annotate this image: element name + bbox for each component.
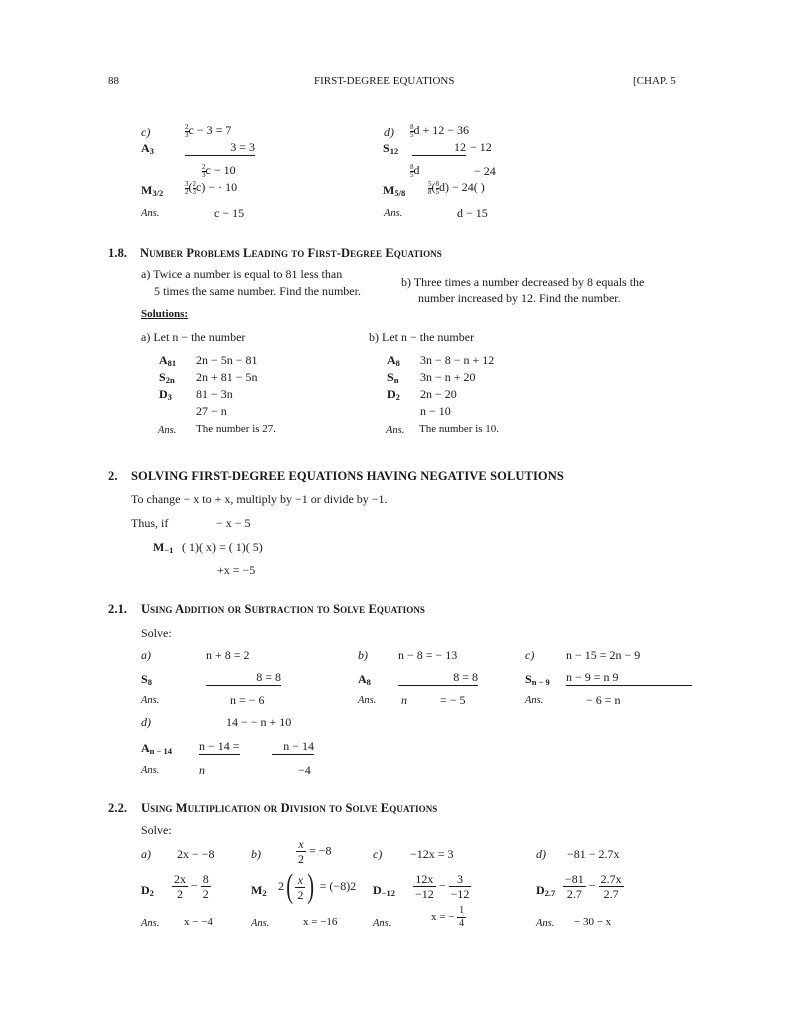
part-label: a) [141,847,151,861]
operation-label: $A_{n - 14}$ [141,741,172,756]
step-equation: 27 − n [196,404,227,418]
equation: 2x − −8 [177,847,215,861]
operation-label: $S_{2n}$ [159,370,175,385]
answer: x − −4 [184,916,213,928]
operation-label: $A_{81}$ [159,353,177,368]
section-number: 2.1. [108,602,128,616]
intro-line: To change − x to + x, multiply by −1 or divide by −1. [131,492,388,506]
answer-label: Ans. [536,918,555,929]
answer: n = − 6 [230,693,265,707]
section-title: SOLVING FIRST-DEGREE EQUATIONS HAVING NEGATIVE SOLUTIONS [131,469,564,483]
section-title: Number Problems Leading to First-Degree Equations [140,246,442,260]
subtract-line: 8 = 8 [206,670,281,686]
part-label: b) [358,648,368,662]
operation-label: $M_{-1}$ [153,540,174,555]
add-line: 8 = 8 [398,670,478,686]
answer: − 30 − x [574,916,612,928]
part-label: a) [141,648,151,662]
answer-label: Ans. [384,208,403,219]
operation-label: $A_8$ [358,672,371,687]
chapter-label: [CHAP. 5 [633,75,676,87]
part-label: d) [141,715,151,729]
page-number: 88 [108,75,119,87]
a-answer: The number is 27. [196,423,277,435]
problem-a-text2: 5 times the same number. Find the number. [154,284,361,298]
answer: − 6 = n [586,693,621,707]
operation-label: $S_n$ [387,370,399,385]
multiply-equation: ( 1)( x) = ( 1)( 5) [182,540,263,554]
equation: −81 − 2.7x [567,847,620,861]
b-let: b) Let n − the number [369,330,475,344]
equation: 14 − − n + 10 [226,715,292,729]
solutions-heading: Solutions: [141,308,189,320]
answer: x = − $\frac{1}{4}$ [431,905,465,929]
part-label: b) [251,847,261,861]
operation-label: $D_2$ [141,883,154,898]
problem-b-text2: number increased by 12. Find the number. [418,291,621,305]
answer-var: n [199,763,205,777]
section-title: Using Addition or Subtraction to Solve Equations [141,602,426,616]
solve-label: Solve: [141,823,172,837]
equation: n + 8 = 2 [206,648,250,662]
c-step1: $\frac{2}{3}$ c − 3 = 7 [185,122,232,139]
division-step: $\frac{12x}{-12}$ − $\frac{3}{-12}$ [415,872,470,901]
operation-label: $A_3$ [141,141,154,156]
step-equation: 2n − 20 [420,387,457,401]
section-number: 1.8. [108,246,128,260]
part-label: d) [384,125,394,139]
b-answer: The number is 10. [419,423,500,435]
subtract-line: n − 9 = n 9 [566,670,692,686]
operation-label: $S_{12}$ [383,141,399,156]
c-step2: 3 = 3 [185,140,255,156]
operation-label: $D_{2.7}$ [536,883,556,898]
operation-label: $S_8$ [141,672,152,687]
result-equation: +x = −5 [217,563,256,577]
thus-label: Thus, if [131,516,169,530]
a-let: a) Let n − the number [141,330,246,344]
d-step2a: 12 [412,140,466,156]
equation: $\frac{x}{2}$ = −8 [298,837,332,866]
d-step3: $\frac{8}{5}$ d [410,162,420,179]
equation: n − 15 = 2n − 9 [566,648,641,662]
operation-label: $M_{3/2}$ [141,183,164,198]
step-equation: 3n − n + 20 [420,370,476,384]
section-number: 2.2. [108,801,128,815]
answer: −4 [298,763,311,777]
answer-var: n [401,693,407,707]
step-equation: 3n − 8 − n + 12 [420,353,495,367]
part-label: d) [536,847,546,861]
answer-label: Ans. [373,918,392,929]
answer-label: Ans. [141,918,160,929]
equation: −12x = 3 [410,847,454,861]
c-answer: c − 15 [214,206,245,220]
division-step: $\frac{-81}{2.7}$ − $\frac{2.7x}{2.7}$ [565,872,622,901]
operation-label: $M_{5/8}$ [383,183,406,198]
thus-equation: − x − 5 [216,516,251,530]
part-label: c) [141,125,151,139]
multiply-step: 2( $\frac{x}{2}$ ) = (−8)2 [278,868,357,905]
answer-label: Ans. [158,425,177,436]
step-equation: 2n + 81 − 5n [196,370,258,384]
add-line-right: n − 14 [272,739,314,755]
division-step: $\frac{2x}{2}$ − $\frac{8}{2}$ [174,872,209,901]
solve-label: Solve: [141,626,172,640]
d-step2b: − 12 [470,140,492,154]
running-title: FIRST-DEGREE EQUATIONS [314,75,455,87]
section-title: Using Multiplication or Division to Solve Equations [141,801,438,815]
answer-label: Ans. [358,695,377,706]
d-answer: d − 15 [457,206,488,220]
answer-label: Ans. [386,425,405,436]
answer-label: Ans. [525,695,544,706]
problem-b-text: b) Three times a number decreased by 8 equals the [401,275,645,289]
operation-label: $D_{-12}$ [373,883,396,898]
part-label: c) [525,648,535,662]
operation-label: $S_{n - 9}$ [525,672,550,687]
operation-label: $A_8$ [387,353,400,368]
step-equation: n − 10 [420,404,451,418]
answer-label: Ans. [141,765,160,776]
c-step3: $\frac{2}{3}$ c − 10 [202,162,236,179]
c-step4: $\frac{3}{2}$ ( $\frac{2}{3}$ c) − · 10 [185,179,238,196]
equation: n − 8 = − 13 [398,648,458,662]
answer-label: Ans. [141,208,160,219]
add-line-left: n − 14 = [199,739,240,753]
answer-label: Ans. [251,918,270,929]
operation-label: $D_3$ [159,387,172,402]
step-equation: 2n − 5n − 81 [196,353,258,367]
operation-label: $M_2$ [251,883,267,898]
problem-a-text: a) Twice a number is equal to 81 less than [141,267,343,281]
d-step1: $\frac{8}{5}$ d + 12 − 36 [410,122,470,139]
d-step3b: − 24 [474,164,496,178]
operation-label: $D_2$ [387,387,400,402]
part-label: c) [373,847,383,861]
section-number: 2. [108,469,118,483]
d-step4: $\frac{5}{8}$ ( $\frac{8}{5}$ d) − 24( ) [428,179,485,196]
answer: x = −16 [303,916,338,928]
step-equation: 81 − 3n [196,387,233,401]
answer-label: Ans. [141,695,160,706]
answer: = − 5 [440,693,466,707]
